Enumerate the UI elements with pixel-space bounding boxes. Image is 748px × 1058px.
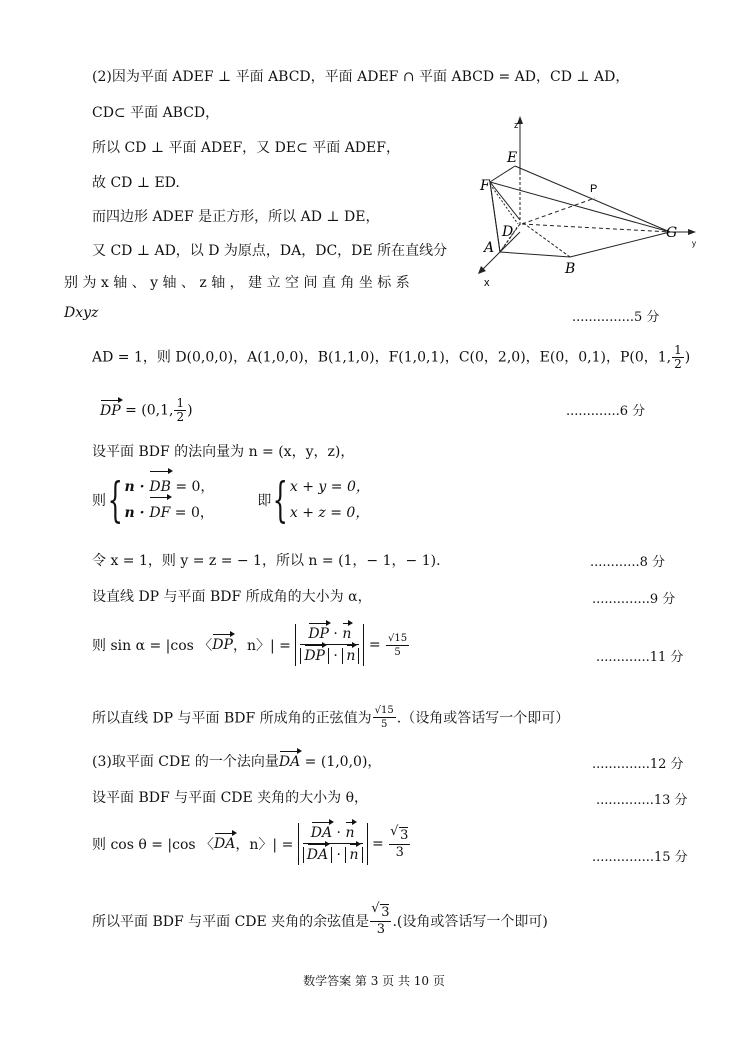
conclusion-2: 所以平面 BDF 与平面 CDE 夹角的余弦值是 √ $\frac{3}{3}$ .(设角或答话写一个即可) (92, 904, 548, 938)
line-p2-6: 又 CD ⊥ AD，以 D 为原点，DA，DC，DE 所在直线分 (92, 243, 448, 259)
label-P: P (590, 183, 598, 195)
conclusion-1: 所以直线 DP 与平面 BDF 所成角的正弦值为 $\frac{√15}{5}$ .（设角或答话写一个即可） (92, 705, 570, 730)
geometry-figure (470, 112, 702, 292)
label-G: G (666, 225, 678, 241)
page-footer: 数学答案 第 3 页 共 10 页 (303, 974, 445, 988)
points-15: ...............15 分 (592, 850, 688, 865)
sqrt3-frac: √ $\frac{3}{3}$ (389, 827, 410, 861)
system-block: 则{ n · DB = 0， n · DF = 0， 即{ x + y = 0， x + z = 0， (92, 472, 370, 528)
line-p2-2: CD⊂ 平面 ABCD， (92, 105, 220, 121)
label-B: B (565, 261, 576, 277)
line-p2-8: Dxyz (64, 305, 99, 321)
normal-def: 设平面 BDF 的法向量为 n = (x，y，z)， (92, 444, 355, 460)
label-z: z (514, 120, 519, 130)
line-p2-1: (2)因为平面 ADEF ⊥ 平面 ABCD，平面 ADEF ∩ 平面 ABCD = AD，CD ⊥ AD， (92, 69, 630, 85)
let-line: 令 x = 1，则 y = z = − 1，所以 n = (1，− 1，− 1). (92, 553, 441, 569)
points-13: ..............13 分 (596, 793, 688, 808)
part3-line-2: 设平面 BDF 与平面 CDE 夹角的大小为 θ， (92, 790, 369, 806)
angle-def: 设直线 DP 与平面 BDF 所成角的大小为 α， (92, 589, 372, 605)
label-D: D (502, 224, 514, 240)
points-6: .............6 分 (566, 404, 646, 419)
label-F: F (480, 178, 490, 194)
line-p2-7: 别 为 x 轴 、 y 轴 、 z 轴 ， 建 立 空 间 直 角 坐 标 系 (64, 275, 410, 291)
coords-line: AD = 1，则 D(0,0,0)，A(1,0,0)，B(1,1,0)，F(1,0,1)，C(0，2,0)，E(0，0,1)，P(0，1, $\frac{1}{2}$ ) (92, 343, 691, 371)
half-frac: $\frac{1}{2}$ (674, 343, 682, 371)
points-5: ...............5 分 (572, 310, 660, 325)
label-A: A (484, 240, 495, 256)
points-11: .............11 分 (596, 650, 684, 665)
sin-abs-fraction: $\frac{DP \cdot n}{DP \cdot n}$ (295, 624, 364, 666)
points-12: ..............12 分 (592, 757, 684, 772)
sqrt15-frac: $\frac{√15}{5}$ (388, 632, 408, 658)
sin-line: 则 sin α = |cos 〈DP，n〉| = $\frac{DP \cdot n}{DP \cdot n}$ = $\frac{√15}{5}$ (92, 626, 408, 664)
label-y: y (692, 239, 696, 248)
dp-vector-line: DP = (0,1, $\frac{1}{2}$ ) (100, 396, 193, 424)
cos-line: 则 cos θ = |cos 〈DA，n〉| = $\frac{DA \cdot n}{DA \cdot n}$ = √ $\frac{3}{3}$ (92, 823, 411, 865)
points-9: ..............9 分 (592, 592, 676, 607)
coords-prefix: AD = 1，则 D(0,0,0)，A(1,0,0)，B(1,1,0)，F(1,0,1)，C(0，2,0)，E(0，0,1)，P(0，1, (92, 349, 672, 366)
line-p2-3: 所以 CD ⊥ 平面 ADEF，又 DE⊂ 平面 ADEF， (92, 140, 400, 156)
label-E: E (507, 150, 518, 166)
dp-vector: DP (100, 402, 121, 419)
line-p2-4: 故 CD ⊥ ED. (92, 175, 180, 191)
label-x: x (484, 277, 490, 289)
cos-abs-fraction: $\frac{DA \cdot n}{DA \cdot n}$ (298, 823, 368, 865)
points-8: ............8 分 (590, 555, 665, 570)
part3-line-1: (3)取平面 CDE 的一个法向量DA = (1,0,0)， (92, 754, 382, 770)
line-p2-5: 而四边形 ADEF 是正方形，所以 AD ⊥ DE， (92, 209, 380, 225)
